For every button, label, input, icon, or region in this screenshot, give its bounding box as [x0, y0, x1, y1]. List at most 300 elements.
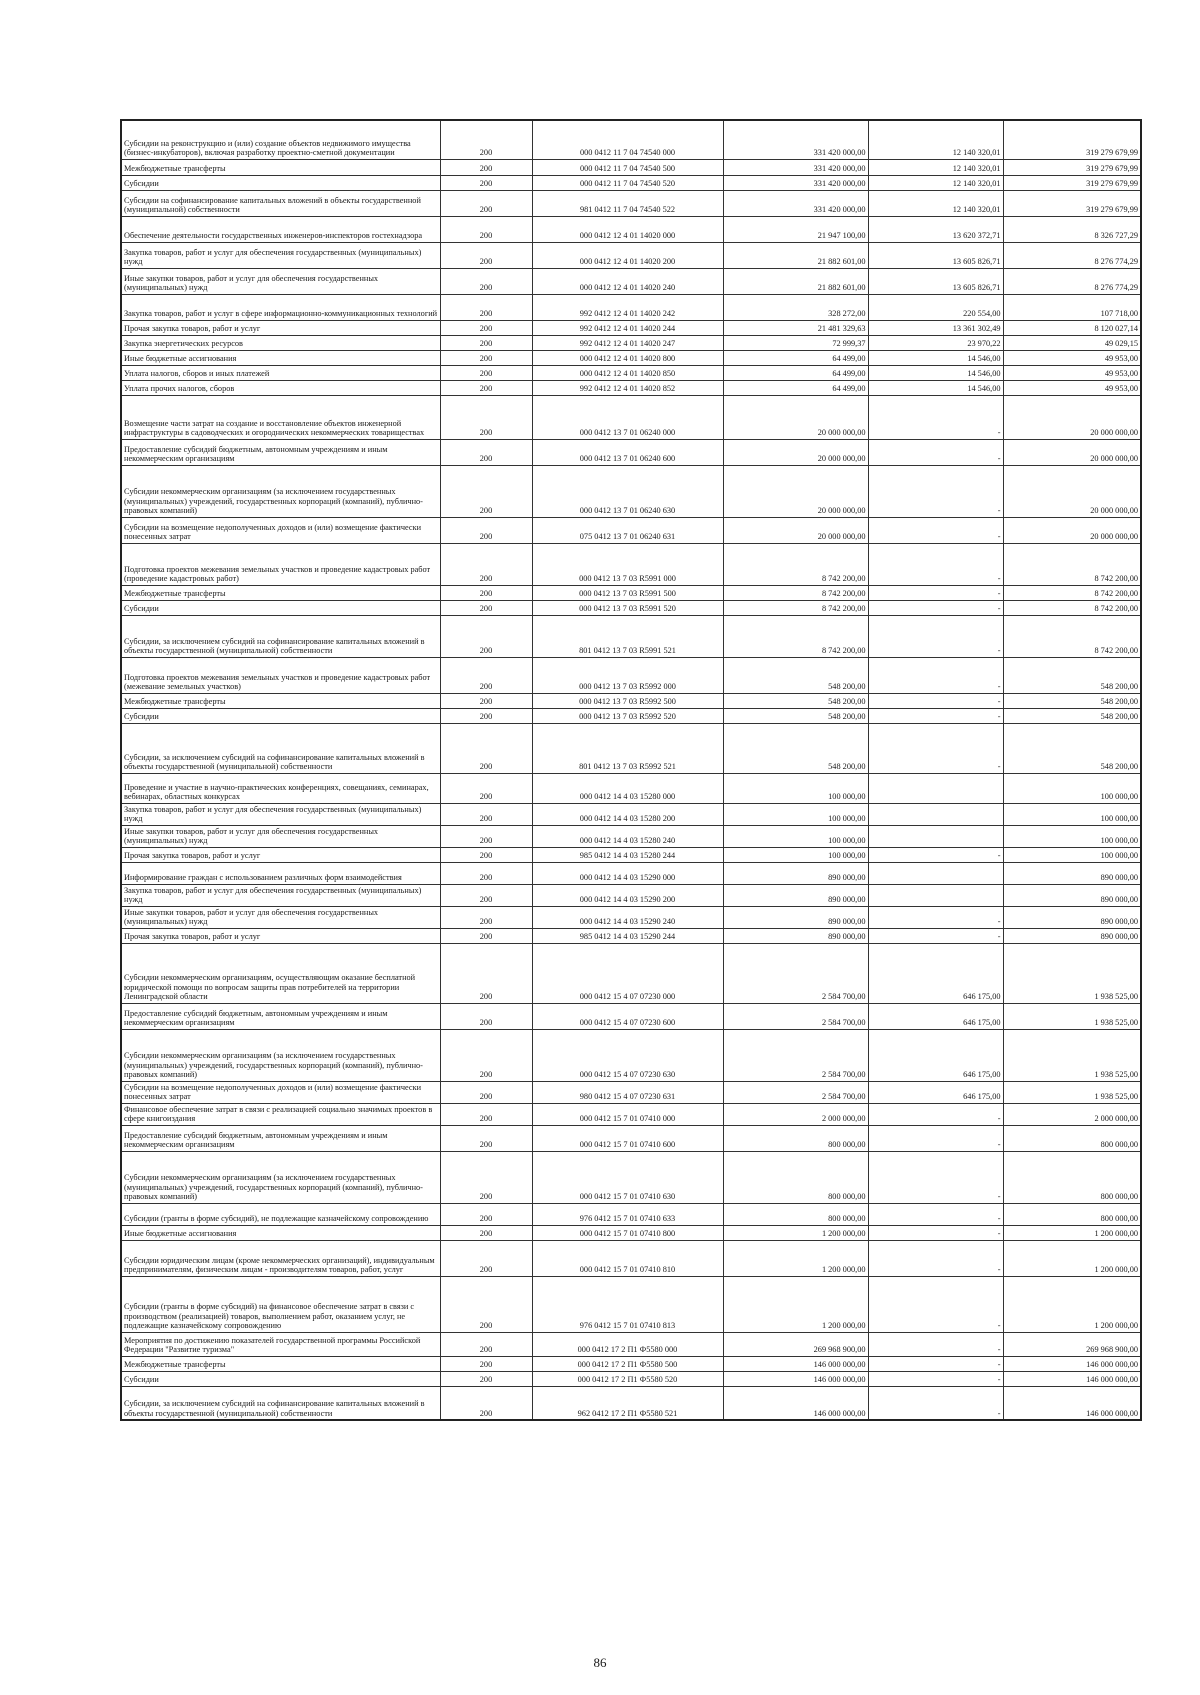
row-line-code: 200	[440, 159, 532, 175]
row-budget-code: 000 0412 14 4 03 15290 200	[532, 884, 723, 906]
row-approved-amount: 21 481 329,63	[723, 320, 868, 335]
row-unexecuted-amount: 49 953,00	[1003, 350, 1141, 365]
table-row	[121, 242, 1141, 268]
row-name: Субсидии юридическим лицам (кроме некоммерческих организаций), индивидуальным предпринимателям, физическим лицам - производителям товаров, работ, услуг	[121, 1240, 440, 1276]
row-unexecuted-amount: 890 000,00	[1003, 862, 1141, 884]
row-budget-code: 000 0412 15 4 07 07230 630	[532, 1029, 723, 1081]
row-name: Иные бюджетные ассигнования	[121, 350, 440, 365]
table-row	[121, 439, 1141, 465]
row-budget-code: 976 0412 15 7 01 07410 813	[532, 1276, 723, 1332]
row-line-code: 200	[440, 1203, 532, 1225]
row-approved-amount: 331 420 000,00	[723, 175, 868, 190]
row-executed-amount: 13 605 826,71	[868, 242, 1003, 268]
row-line-code: 200	[440, 1276, 532, 1332]
row-executed-amount: -	[868, 693, 1003, 708]
row-budget-code: 801 0412 13 7 03 R5992 521	[532, 723, 723, 773]
row-unexecuted-amount: 1 200 000,00	[1003, 1276, 1141, 1332]
row-executed-amount: 646 175,00	[868, 1003, 1003, 1029]
row-name: Субсидии на софинансирование капитальных вложений в объекты государственной (муниципальной) собственности	[121, 190, 440, 216]
table-row	[121, 543, 1141, 585]
row-line-code: 200	[440, 943, 532, 1003]
row-unexecuted-amount: 548 200,00	[1003, 657, 1141, 693]
row-approved-amount: 2 584 700,00	[723, 1003, 868, 1029]
row-name: Субсидии	[121, 1371, 440, 1386]
row-unexecuted-amount: 20 000 000,00	[1003, 439, 1141, 465]
row-line-code: 200	[440, 847, 532, 862]
row-name: Уплата налогов, сборов и иных платежей	[121, 365, 440, 380]
row-unexecuted-amount: 8 742 200,00	[1003, 600, 1141, 615]
table-row	[121, 216, 1141, 242]
row-approved-amount: 20 000 000,00	[723, 439, 868, 465]
table-row	[121, 1203, 1141, 1225]
table-row	[121, 847, 1141, 862]
table-row	[121, 615, 1141, 657]
row-approved-amount: 548 200,00	[723, 693, 868, 708]
table-row	[121, 159, 1141, 175]
table-row	[121, 1356, 1141, 1371]
table-row	[121, 1240, 1141, 1276]
row-name: Субсидии на возмещение недополученных доходов и (или) возмещение фактически понесенных затрат	[121, 1081, 440, 1103]
row-executed-amount: -	[868, 1225, 1003, 1240]
table-row	[121, 862, 1141, 884]
table-row	[121, 1125, 1141, 1151]
row-executed-amount	[868, 862, 1003, 884]
row-unexecuted-amount: 890 000,00	[1003, 906, 1141, 928]
row-approved-amount: 8 742 200,00	[723, 600, 868, 615]
row-budget-code: 000 0412 15 7 01 07410 630	[532, 1151, 723, 1203]
table-row	[121, 294, 1141, 320]
table-row	[121, 943, 1141, 1003]
row-name: Субсидии	[121, 708, 440, 723]
row-unexecuted-amount: 890 000,00	[1003, 928, 1141, 943]
row-line-code: 200	[440, 517, 532, 543]
row-unexecuted-amount: 319 279 679,99	[1003, 120, 1141, 159]
row-name: Закупка товаров, работ и услуг для обеспечения государственных (муниципальных) нужд	[121, 803, 440, 825]
row-approved-amount: 100 000,00	[723, 773, 868, 803]
row-line-code: 200	[440, 543, 532, 585]
row-unexecuted-amount: 100 000,00	[1003, 825, 1141, 847]
row-name: Иные бюджетные ассигнования	[121, 1225, 440, 1240]
row-name: Межбюджетные трансферты	[121, 159, 440, 175]
row-approved-amount: 64 499,00	[723, 365, 868, 380]
row-name: Субсидии на возмещение недополученных доходов и (или) возмещение фактически понесенных затрат	[121, 517, 440, 543]
row-budget-code: 000 0412 14 4 03 15290 000	[532, 862, 723, 884]
row-executed-amount: -	[868, 600, 1003, 615]
row-line-code: 200	[440, 465, 532, 517]
row-budget-code: 000 0412 17 2 П1 Ф5580 500	[532, 1356, 723, 1371]
row-approved-amount: 890 000,00	[723, 906, 868, 928]
row-unexecuted-amount: 319 279 679,99	[1003, 159, 1141, 175]
table-row	[121, 723, 1141, 773]
row-unexecuted-amount: 1 200 000,00	[1003, 1225, 1141, 1240]
row-executed-amount: -	[868, 847, 1003, 862]
row-approved-amount: 72 999,37	[723, 335, 868, 350]
table-row	[121, 693, 1141, 708]
table-row	[121, 175, 1141, 190]
row-approved-amount: 331 420 000,00	[723, 120, 868, 159]
row-name: Информирование граждан с использованием различных форм взаимодействия	[121, 862, 440, 884]
row-name: Иные закупки товаров, работ и услуг для обеспечения государственных (муниципальных) нужд	[121, 906, 440, 928]
table-row	[121, 1225, 1141, 1240]
row-executed-amount: -	[868, 465, 1003, 517]
row-unexecuted-amount: 269 968 900,00	[1003, 1332, 1141, 1356]
row-budget-code: 992 0412 12 4 01 14020 852	[532, 380, 723, 395]
row-executed-amount	[868, 773, 1003, 803]
row-approved-amount: 146 000 000,00	[723, 1371, 868, 1386]
row-budget-code: 985 0412 14 4 03 15280 244	[532, 847, 723, 862]
row-budget-code: 000 0412 17 2 П1 Ф5580 000	[532, 1332, 723, 1356]
row-line-code: 200	[440, 439, 532, 465]
row-budget-code: 801 0412 13 7 03 R5991 521	[532, 615, 723, 657]
table-row	[121, 350, 1141, 365]
table-row	[121, 600, 1141, 615]
row-unexecuted-amount: 548 200,00	[1003, 723, 1141, 773]
row-name: Подготовка проектов межевания земельных участков и проведение кадастровых работ (проведение кадастровых работ)	[121, 543, 440, 585]
row-executed-amount: -	[868, 1356, 1003, 1371]
row-name: Уплата прочих налогов, сборов	[121, 380, 440, 395]
row-line-code: 200	[440, 1029, 532, 1081]
row-approved-amount: 2 000 000,00	[723, 1103, 868, 1125]
row-unexecuted-amount: 548 200,00	[1003, 708, 1141, 723]
row-unexecuted-amount: 20 000 000,00	[1003, 395, 1141, 439]
row-budget-code: 000 0412 13 7 01 06240 600	[532, 439, 723, 465]
row-approved-amount: 800 000,00	[723, 1203, 868, 1225]
row-approved-amount: 20 000 000,00	[723, 465, 868, 517]
table-row	[121, 1371, 1141, 1386]
table-body	[121, 120, 1141, 1420]
row-executed-amount: -	[868, 615, 1003, 657]
row-executed-amount: -	[868, 1386, 1003, 1420]
table-row	[121, 708, 1141, 723]
row-line-code: 200	[440, 190, 532, 216]
row-unexecuted-amount: 8 742 200,00	[1003, 615, 1141, 657]
table-row	[121, 320, 1141, 335]
row-executed-amount: 14 546,00	[868, 365, 1003, 380]
row-budget-code: 992 0412 12 4 01 14020 247	[532, 335, 723, 350]
table-row	[121, 928, 1141, 943]
row-unexecuted-amount: 1 938 525,00	[1003, 943, 1141, 1003]
table-row	[121, 1332, 1141, 1356]
row-line-code: 200	[440, 242, 532, 268]
row-executed-amount: -	[868, 906, 1003, 928]
row-unexecuted-amount: 146 000 000,00	[1003, 1371, 1141, 1386]
row-budget-code: 000 0412 12 4 01 14020 000	[532, 216, 723, 242]
row-line-code: 200	[440, 615, 532, 657]
row-name: Обеспечение деятельности государственных инженеров-инспекторов гостехнадзора	[121, 216, 440, 242]
row-line-code: 200	[440, 884, 532, 906]
row-approved-amount: 1 200 000,00	[723, 1276, 868, 1332]
row-budget-code: 000 0412 11 7 04 74540 500	[532, 159, 723, 175]
row-executed-amount: -	[868, 1125, 1003, 1151]
row-line-code: 200	[440, 365, 532, 380]
row-line-code: 200	[440, 1151, 532, 1203]
row-line-code: 200	[440, 268, 532, 294]
row-executed-amount: 13 605 826,71	[868, 268, 1003, 294]
row-name: Закупка энергетических ресурсов	[121, 335, 440, 350]
table-row	[121, 1003, 1141, 1029]
row-name: Подготовка проектов межевания земельных участков и проведение кадастровых работ (межевание земельных участков)	[121, 657, 440, 693]
row-line-code: 200	[440, 906, 532, 928]
row-budget-code: 000 0412 13 7 01 06240 630	[532, 465, 723, 517]
row-budget-code: 000 0412 12 4 01 14020 200	[532, 242, 723, 268]
row-name: Возмещение части затрат на создание и восстановление объектов инженерной инфраструктуры в садоводческих и огороднических некоммерческих товариществах	[121, 395, 440, 439]
row-name: Закупка товаров, работ и услуг для обеспечения государственных (муниципальных) нужд	[121, 242, 440, 268]
row-executed-amount: -	[868, 585, 1003, 600]
row-approved-amount: 890 000,00	[723, 862, 868, 884]
row-unexecuted-amount: 319 279 679,99	[1003, 175, 1141, 190]
row-budget-code: 000 0412 15 7 01 07410 810	[532, 1240, 723, 1276]
row-executed-amount: 23 970,22	[868, 335, 1003, 350]
row-executed-amount: -	[868, 928, 1003, 943]
row-approved-amount: 20 000 000,00	[723, 395, 868, 439]
row-budget-code: 000 0412 13 7 03 R5992 500	[532, 693, 723, 708]
row-name: Иные закупки товаров, работ и услуг для обеспечения государственных (муниципальных) нужд	[121, 268, 440, 294]
row-unexecuted-amount: 8 276 774,29	[1003, 268, 1141, 294]
row-line-code: 200	[440, 1332, 532, 1356]
row-unexecuted-amount: 49 029,15	[1003, 335, 1141, 350]
row-unexecuted-amount: 100 000,00	[1003, 803, 1141, 825]
row-name: Закупка товаров, работ и услуг в сфере информационно-коммуникационных технологий	[121, 294, 440, 320]
table-row	[121, 517, 1141, 543]
row-unexecuted-amount: 8 326 727,29	[1003, 216, 1141, 242]
row-executed-amount: 13 361 302,49	[868, 320, 1003, 335]
row-executed-amount: -	[868, 517, 1003, 543]
row-approved-amount: 8 742 200,00	[723, 585, 868, 600]
row-executed-amount: -	[868, 1332, 1003, 1356]
row-line-code: 200	[440, 657, 532, 693]
row-approved-amount: 1 200 000,00	[723, 1225, 868, 1240]
row-budget-code: 000 0412 11 7 04 74540 000	[532, 120, 723, 159]
row-name: Межбюджетные трансферты	[121, 585, 440, 600]
row-approved-amount: 64 499,00	[723, 350, 868, 365]
row-name: Предоставление субсидий бюджетным, автономным учреждениям и иным некоммерческим организациям	[121, 439, 440, 465]
row-unexecuted-amount: 1 938 525,00	[1003, 1081, 1141, 1103]
row-line-code: 200	[440, 1356, 532, 1371]
row-approved-amount: 800 000,00	[723, 1151, 868, 1203]
row-approved-amount: 328 272,00	[723, 294, 868, 320]
row-executed-amount: -	[868, 1103, 1003, 1125]
row-line-code: 200	[440, 320, 532, 335]
row-name: Субсидии (гранты в форме субсидий) на финансовое обеспечение затрат в связи с производством (реализацией) товаров, выполнением работ, оказанием услуг, не подлежащие казначейскому сопровождению	[121, 1276, 440, 1332]
row-budget-code: 981 0412 11 7 04 74540 522	[532, 190, 723, 216]
row-name: Субсидии некоммерческим организациям (за исключением государственных (муниципальных) учреждений, государственных корпораций (компаний), публично-правовых компаний)	[121, 1151, 440, 1203]
row-executed-amount: 646 175,00	[868, 1081, 1003, 1103]
row-approved-amount: 548 200,00	[723, 657, 868, 693]
table-row	[121, 1081, 1141, 1103]
row-budget-code: 000 0412 15 4 07 07230 600	[532, 1003, 723, 1029]
row-line-code: 200	[440, 216, 532, 242]
row-name: Предоставление субсидий бюджетным, автономным учреждениям и иным некоммерческим организациям	[121, 1003, 440, 1029]
row-unexecuted-amount: 100 000,00	[1003, 847, 1141, 862]
row-line-code: 200	[440, 1225, 532, 1240]
row-name: Субсидии	[121, 175, 440, 190]
row-approved-amount: 2 584 700,00	[723, 943, 868, 1003]
row-executed-amount: -	[868, 439, 1003, 465]
row-budget-code: 000 0412 12 4 01 14020 240	[532, 268, 723, 294]
row-approved-amount: 2 584 700,00	[723, 1029, 868, 1081]
row-executed-amount: 14 546,00	[868, 350, 1003, 365]
row-budget-code: 985 0412 14 4 03 15290 244	[532, 928, 723, 943]
row-name: Межбюджетные трансферты	[121, 693, 440, 708]
row-budget-code: 000 0412 13 7 01 06240 000	[532, 395, 723, 439]
table-row	[121, 120, 1141, 159]
row-name: Иные закупки товаров, работ и услуг для обеспечения государственных (муниципальных) нужд	[121, 825, 440, 847]
row-unexecuted-amount: 800 000,00	[1003, 1151, 1141, 1203]
row-line-code: 200	[440, 175, 532, 190]
row-approved-amount: 21 947 100,00	[723, 216, 868, 242]
row-unexecuted-amount: 20 000 000,00	[1003, 465, 1141, 517]
row-name: Субсидии	[121, 600, 440, 615]
row-name: Субсидии, за исключением субсидий на софинансирование капитальных вложений в объекты государственной (муниципальной) собственности	[121, 615, 440, 657]
row-approved-amount: 100 000,00	[723, 847, 868, 862]
row-budget-code: 000 0412 13 7 03 R5991 000	[532, 543, 723, 585]
row-budget-code: 000 0412 13 7 03 R5992 000	[532, 657, 723, 693]
table-row	[121, 1029, 1141, 1081]
row-unexecuted-amount: 319 279 679,99	[1003, 190, 1141, 216]
row-executed-amount: 12 140 320,01	[868, 190, 1003, 216]
row-line-code: 200	[440, 1003, 532, 1029]
row-unexecuted-amount: 1 938 525,00	[1003, 1029, 1141, 1081]
row-budget-code: 000 0412 13 7 03 R5991 520	[532, 600, 723, 615]
row-line-code: 200	[440, 708, 532, 723]
row-line-code: 200	[440, 1081, 532, 1103]
row-name: Финансовое обеспечение затрат в связи с реализацией социально значимых проектов в сфере книгоиздания	[121, 1103, 440, 1125]
table-row	[121, 657, 1141, 693]
row-approved-amount: 64 499,00	[723, 380, 868, 395]
row-unexecuted-amount: 800 000,00	[1003, 1203, 1141, 1225]
row-approved-amount: 20 000 000,00	[723, 517, 868, 543]
row-unexecuted-amount: 20 000 000,00	[1003, 517, 1141, 543]
row-budget-code: 000 0412 14 4 03 15280 000	[532, 773, 723, 803]
row-name: Закупка товаров, работ и услуг для обеспечения государственных (муниципальных) нужд	[121, 884, 440, 906]
row-approved-amount: 100 000,00	[723, 825, 868, 847]
row-approved-amount: 2 584 700,00	[723, 1081, 868, 1103]
row-budget-code: 992 0412 12 4 01 14020 242	[532, 294, 723, 320]
table-row	[121, 268, 1141, 294]
row-line-code: 200	[440, 350, 532, 365]
row-unexecuted-amount: 49 953,00	[1003, 380, 1141, 395]
row-line-code: 200	[440, 928, 532, 943]
row-line-code: 200	[440, 600, 532, 615]
row-approved-amount: 269 968 900,00	[723, 1332, 868, 1356]
row-line-code: 200	[440, 380, 532, 395]
table-row	[121, 1103, 1141, 1125]
table-row	[121, 803, 1141, 825]
row-executed-amount: -	[868, 657, 1003, 693]
table-row	[121, 365, 1141, 380]
row-unexecuted-amount: 100 000,00	[1003, 773, 1141, 803]
row-approved-amount: 331 420 000,00	[723, 159, 868, 175]
row-unexecuted-amount: 8 276 774,29	[1003, 242, 1141, 268]
row-budget-code: 000 0412 12 4 01 14020 800	[532, 350, 723, 365]
row-executed-amount	[868, 884, 1003, 906]
row-name: Предоставление субсидий бюджетным, автономным учреждениям и иным некоммерческим организациям	[121, 1125, 440, 1151]
row-budget-code: 075 0412 13 7 01 06240 631	[532, 517, 723, 543]
row-approved-amount: 800 000,00	[723, 1125, 868, 1151]
row-executed-amount: 12 140 320,01	[868, 120, 1003, 159]
budget-execution-table	[120, 119, 1142, 1421]
row-unexecuted-amount: 107 718,00	[1003, 294, 1141, 320]
row-executed-amount	[868, 803, 1003, 825]
row-executed-amount: -	[868, 395, 1003, 439]
table-row	[121, 585, 1141, 600]
row-line-code: 200	[440, 294, 532, 320]
table-row	[121, 1386, 1141, 1420]
row-unexecuted-amount: 49 953,00	[1003, 365, 1141, 380]
row-executed-amount: -	[868, 1371, 1003, 1386]
row-budget-code: 000 0412 15 7 01 07410 800	[532, 1225, 723, 1240]
row-executed-amount: -	[868, 1203, 1003, 1225]
row-budget-code: 000 0412 17 2 П1 Ф5580 520	[532, 1371, 723, 1386]
row-unexecuted-amount: 548 200,00	[1003, 693, 1141, 708]
row-executed-amount: -	[868, 708, 1003, 723]
row-line-code: 200	[440, 803, 532, 825]
row-name: Прочая закупка товаров, работ и услуг	[121, 320, 440, 335]
row-approved-amount: 21 882 601,00	[723, 268, 868, 294]
row-approved-amount: 100 000,00	[723, 803, 868, 825]
row-executed-amount: 14 546,00	[868, 380, 1003, 395]
row-line-code: 200	[440, 723, 532, 773]
row-name: Субсидии (гранты в форме субсидий), не подлежащие казначейскому сопровождению	[121, 1203, 440, 1225]
row-name: Прочая закупка товаров, работ и услуг	[121, 847, 440, 862]
row-unexecuted-amount: 8 120 027,14	[1003, 320, 1141, 335]
row-unexecuted-amount: 800 000,00	[1003, 1125, 1141, 1151]
row-line-code: 200	[440, 335, 532, 350]
row-line-code: 200	[440, 825, 532, 847]
row-executed-amount: 12 140 320,01	[868, 159, 1003, 175]
row-executed-amount	[868, 825, 1003, 847]
row-approved-amount: 8 742 200,00	[723, 543, 868, 585]
row-executed-amount: -	[868, 1240, 1003, 1276]
row-executed-amount: 646 175,00	[868, 943, 1003, 1003]
row-line-code: 200	[440, 773, 532, 803]
table-row	[121, 825, 1141, 847]
row-line-code: 200	[440, 120, 532, 159]
row-budget-code: 000 0412 14 4 03 15280 200	[532, 803, 723, 825]
row-approved-amount: 146 000 000,00	[723, 1356, 868, 1371]
row-line-code: 200	[440, 1240, 532, 1276]
row-executed-amount: -	[868, 1276, 1003, 1332]
row-budget-code: 000 0412 14 4 03 15280 240	[532, 825, 723, 847]
row-unexecuted-amount: 1 938 525,00	[1003, 1003, 1141, 1029]
row-name: Мероприятия по достижению показателей государственной программы Российской Федерации "Развитие туризма"	[121, 1332, 440, 1356]
row-approved-amount: 548 200,00	[723, 708, 868, 723]
row-line-code: 200	[440, 585, 532, 600]
row-line-code: 200	[440, 395, 532, 439]
row-budget-code: 000 0412 15 7 01 07410 000	[532, 1103, 723, 1125]
row-approved-amount: 890 000,00	[723, 928, 868, 943]
row-line-code: 200	[440, 1386, 532, 1420]
row-name: Субсидии некоммерческим организациям (за исключением государственных (муниципальных) учреждений, государственных корпораций (компаний), публично-правовых компаний)	[121, 465, 440, 517]
row-executed-amount: -	[868, 1151, 1003, 1203]
row-line-code: 200	[440, 1103, 532, 1125]
row-approved-amount: 331 420 000,00	[723, 190, 868, 216]
row-name: Проведение и участие в научно-практических конференциях, совещаниях, семинарах, вебинарах, областных конкурсах	[121, 773, 440, 803]
row-budget-code: 962 0412 17 2 П1 Ф5580 521	[532, 1386, 723, 1420]
table-row	[121, 465, 1141, 517]
table-row	[121, 1151, 1141, 1203]
row-approved-amount: 548 200,00	[723, 723, 868, 773]
row-budget-code: 000 0412 12 4 01 14020 850	[532, 365, 723, 380]
row-name: Субсидии некоммерческим организациям, осуществляющим оказание бесплатной юридической помощи по вопросам защиты прав потребителей на территории Ленинградской области	[121, 943, 440, 1003]
row-executed-amount: -	[868, 723, 1003, 773]
row-budget-code: 000 0412 15 4 07 07230 000	[532, 943, 723, 1003]
row-budget-code: 992 0412 12 4 01 14020 244	[532, 320, 723, 335]
table-row	[121, 1276, 1141, 1332]
row-line-code: 200	[440, 1125, 532, 1151]
row-unexecuted-amount: 1 200 000,00	[1003, 1240, 1141, 1276]
row-budget-code: 000 0412 13 7 03 R5992 520	[532, 708, 723, 723]
